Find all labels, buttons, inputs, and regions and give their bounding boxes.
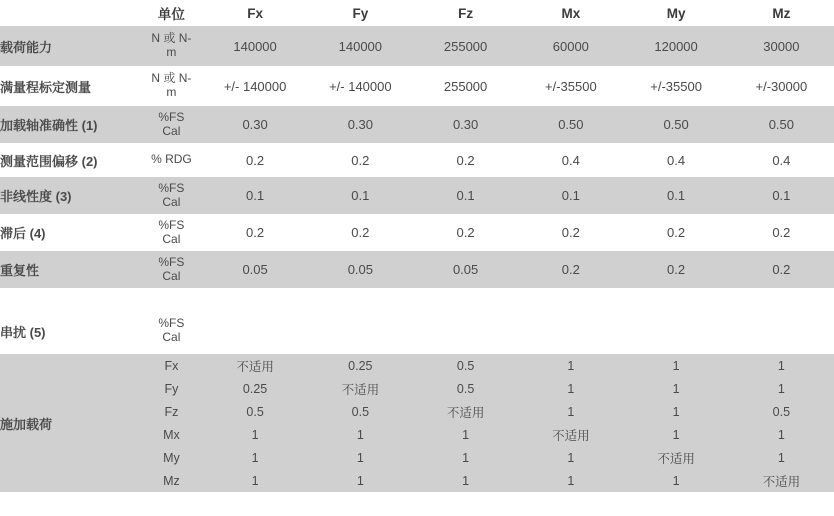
spacer-cell bbox=[308, 288, 413, 308]
row-label: 重复性 bbox=[0, 251, 140, 288]
cell-mx: +/-35500 bbox=[518, 66, 623, 106]
cell-fz: 0.30 bbox=[413, 106, 518, 143]
row-label: 满量程标定测量 bbox=[0, 66, 140, 106]
cell-fy: 0.30 bbox=[308, 106, 413, 143]
cell-fy: 140000 bbox=[308, 26, 413, 66]
table-row bbox=[0, 26, 834, 66]
crosstalk-cell: 1 bbox=[518, 400, 623, 423]
crosstalk-cell: 不适用 bbox=[308, 377, 413, 400]
crosstalk-axis-label: Fz bbox=[140, 400, 202, 423]
row-label: 加载轴准确性 (1) bbox=[0, 106, 140, 143]
crosstalk-header-spacer bbox=[413, 308, 518, 354]
spacer-cell bbox=[518, 288, 623, 308]
cell-fx: 0.1 bbox=[202, 177, 307, 214]
crosstalk-cell: 1 bbox=[202, 469, 307, 492]
row-unit: %FS Cal bbox=[140, 251, 202, 288]
cell-my: 0.4 bbox=[623, 143, 728, 177]
cell-mz: 0.50 bbox=[729, 106, 834, 143]
header-my: My bbox=[623, 0, 728, 26]
crosstalk-cell: 1 bbox=[623, 377, 728, 400]
cell-fz: 0.05 bbox=[413, 251, 518, 288]
header-mz: Mz bbox=[729, 0, 834, 26]
crosstalk-header-spacer bbox=[202, 308, 307, 354]
header-fx: Fx bbox=[202, 0, 307, 26]
table-row bbox=[0, 143, 834, 177]
crosstalk-cell: 不适用 bbox=[202, 354, 307, 377]
cell-my: 0.2 bbox=[623, 251, 728, 288]
crosstalk-unit-line1: %FS bbox=[158, 316, 185, 331]
cell-my: +/-35500 bbox=[623, 66, 728, 106]
header-blank bbox=[0, 0, 140, 26]
table-row bbox=[0, 66, 834, 106]
row-label: 载荷能力 bbox=[0, 26, 140, 66]
row-label: 非线性度 (3) bbox=[0, 177, 140, 214]
crosstalk-cell: 1 bbox=[623, 469, 728, 492]
row-label: 滞后 (4) bbox=[0, 214, 140, 251]
cell-my: 0.2 bbox=[623, 214, 728, 251]
spacer-cell bbox=[140, 288, 202, 308]
crosstalk-cell: 1 bbox=[518, 354, 623, 377]
crosstalk-cell: 1 bbox=[308, 446, 413, 469]
cell-fx: 0.05 bbox=[202, 251, 307, 288]
crosstalk-cell: 1 bbox=[623, 423, 728, 446]
table-row bbox=[0, 214, 834, 251]
spacer-cell bbox=[623, 288, 728, 308]
crosstalk-unit bbox=[140, 308, 202, 354]
cell-mx: 0.4 bbox=[518, 143, 623, 177]
cell-mz: 30000 bbox=[729, 26, 834, 66]
header-unit: 单位 bbox=[140, 0, 202, 26]
crosstalk-cell: 1 bbox=[308, 469, 413, 492]
applied-load-label: 施加载荷 bbox=[0, 354, 140, 492]
crosstalk-cell: 0.5 bbox=[413, 377, 518, 400]
crosstalk-cell: 不适用 bbox=[413, 400, 518, 423]
table-row bbox=[0, 106, 834, 143]
crosstalk-header-spacer bbox=[308, 308, 413, 354]
crosstalk-header-spacer bbox=[623, 308, 728, 354]
cell-my: 120000 bbox=[623, 26, 728, 66]
header-mx: Mx bbox=[518, 0, 623, 26]
crosstalk-cell: 0.5 bbox=[308, 400, 413, 423]
cell-fz: 255000 bbox=[413, 26, 518, 66]
row-unit: N 或 N- m bbox=[140, 26, 202, 66]
crosstalk-cell: 1 bbox=[413, 423, 518, 446]
cell-fx: +/- 140000 bbox=[202, 66, 307, 106]
row-label: 测量范围偏移 (2) bbox=[0, 143, 140, 177]
crosstalk-cell: 0.5 bbox=[413, 354, 518, 377]
crosstalk-cell: 1 bbox=[623, 400, 728, 423]
table-header-row bbox=[0, 0, 834, 26]
row-unit: % RDG bbox=[140, 143, 202, 177]
crosstalk-axis-label: Fy bbox=[140, 377, 202, 400]
crosstalk-cell: 1 bbox=[518, 469, 623, 492]
crosstalk-header-spacer bbox=[518, 308, 623, 354]
spacer-cell bbox=[413, 288, 518, 308]
crosstalk-cell: 1 bbox=[729, 354, 834, 377]
crosstalk-label: 串扰 (5) bbox=[0, 308, 140, 354]
row-unit: %FS Cal bbox=[140, 106, 202, 143]
crosstalk-cell: 不适用 bbox=[623, 446, 728, 469]
cell-fx: 0.2 bbox=[202, 214, 307, 251]
header-fy: Fy bbox=[308, 0, 413, 26]
crosstalk-cell: 1 bbox=[308, 423, 413, 446]
crosstalk-cell: 1 bbox=[518, 377, 623, 400]
crosstalk-cell: 0.5 bbox=[729, 400, 834, 423]
cell-fz: 0.2 bbox=[413, 214, 518, 251]
crosstalk-axis-label: My bbox=[140, 446, 202, 469]
cell-fy: 0.2 bbox=[308, 214, 413, 251]
cell-mz: 0.2 bbox=[729, 214, 834, 251]
crosstalk-axis-label: Mx bbox=[140, 423, 202, 446]
crosstalk-cell: 1 bbox=[518, 446, 623, 469]
cell-mx: 0.2 bbox=[518, 214, 623, 251]
cell-fy: 0.2 bbox=[308, 143, 413, 177]
crosstalk-cell: 0.25 bbox=[202, 377, 307, 400]
crosstalk-axis-label: Fx bbox=[140, 354, 202, 377]
cell-fy: 0.1 bbox=[308, 177, 413, 214]
cell-fz: 0.1 bbox=[413, 177, 518, 214]
cell-fz: 0.2 bbox=[413, 143, 518, 177]
crosstalk-cell: 1 bbox=[729, 423, 834, 446]
spacer-row bbox=[0, 288, 834, 308]
cell-my: 0.50 bbox=[623, 106, 728, 143]
crosstalk-cell: 1 bbox=[729, 446, 834, 469]
crosstalk-cell: 1 bbox=[413, 446, 518, 469]
cell-fy: 0.05 bbox=[308, 251, 413, 288]
cell-fz: 255000 bbox=[413, 66, 518, 106]
cell-fx: 140000 bbox=[202, 26, 307, 66]
cell-fy: +/- 140000 bbox=[308, 66, 413, 106]
cell-mx: 60000 bbox=[518, 26, 623, 66]
row-unit: %FS Cal bbox=[140, 177, 202, 214]
crosstalk-row bbox=[0, 354, 834, 377]
row-unit: N 或 N- m bbox=[140, 66, 202, 106]
crosstalk-cell: 不适用 bbox=[729, 469, 834, 492]
crosstalk-cell: 1 bbox=[623, 354, 728, 377]
cell-mx: 0.50 bbox=[518, 106, 623, 143]
crosstalk-axis-label: Mz bbox=[140, 469, 202, 492]
crosstalk-cell: 1 bbox=[729, 377, 834, 400]
cell-my: 0.1 bbox=[623, 177, 728, 214]
cell-mx: 0.2 bbox=[518, 251, 623, 288]
cell-fx: 0.30 bbox=[202, 106, 307, 143]
crosstalk-cell: 0.25 bbox=[308, 354, 413, 377]
cell-mz: 0.1 bbox=[729, 177, 834, 214]
cell-mz: +/-30000 bbox=[729, 66, 834, 106]
spacer-cell bbox=[202, 288, 307, 308]
crosstalk-cell: 不适用 bbox=[518, 423, 623, 446]
table-row bbox=[0, 177, 834, 214]
row-unit: %FS Cal bbox=[140, 214, 202, 251]
crosstalk-cell: 1 bbox=[413, 469, 518, 492]
cell-mz: 0.4 bbox=[729, 143, 834, 177]
crosstalk-header-spacer bbox=[729, 308, 834, 354]
spacer-cell bbox=[729, 288, 834, 308]
cell-fx: 0.2 bbox=[202, 143, 307, 177]
table-row bbox=[0, 251, 834, 288]
crosstalk-cell: 0.5 bbox=[202, 400, 307, 423]
spacer-cell bbox=[0, 288, 140, 308]
header-fz: Fz bbox=[413, 0, 518, 26]
crosstalk-cell: 1 bbox=[202, 446, 307, 469]
crosstalk-unit-line2: Cal bbox=[162, 330, 181, 344]
crosstalk-header-row bbox=[0, 308, 834, 354]
crosstalk-cell: 1 bbox=[202, 423, 307, 446]
cell-mz: 0.2 bbox=[729, 251, 834, 288]
cell-mx: 0.1 bbox=[518, 177, 623, 214]
